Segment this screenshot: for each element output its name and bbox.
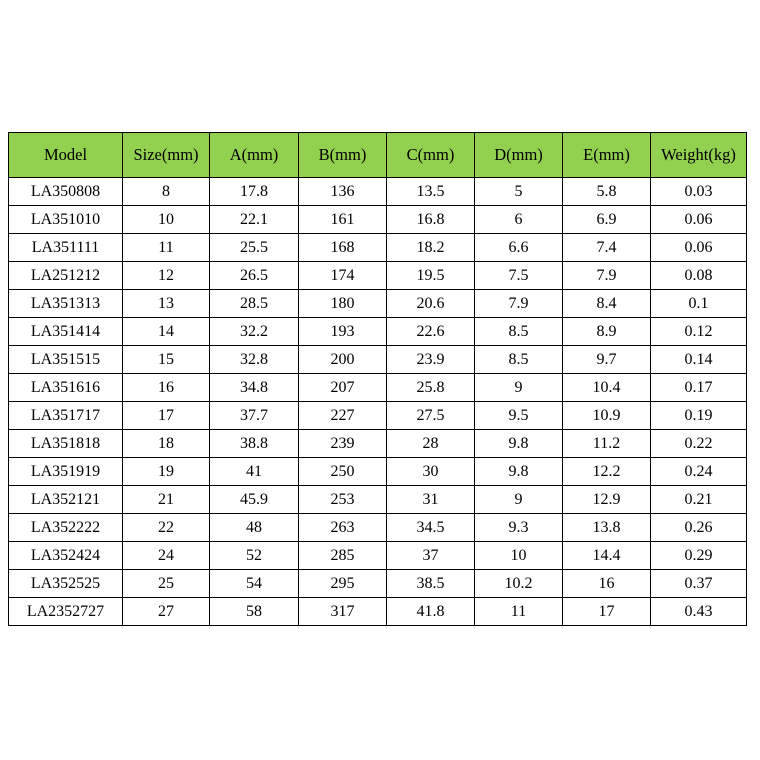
table-cell-c: 27.5 [387, 402, 475, 430]
table-cell-c: 38.5 [387, 570, 475, 598]
column-header-model: Model [9, 133, 123, 178]
table-cell-e: 16 [563, 570, 651, 598]
table-body [9, 178, 747, 626]
table-cell-b: 207 [299, 374, 387, 402]
table-cell-c: 22.6 [387, 318, 475, 346]
table-cell-model: LA352222 [9, 514, 123, 542]
table-row [9, 542, 747, 570]
table-cell-c: 18.2 [387, 234, 475, 262]
table-cell-d: 9.5 [475, 402, 563, 430]
table-row [9, 234, 747, 262]
table-cell-size: 19 [123, 458, 210, 486]
table-cell-a: 52 [210, 542, 299, 570]
table-row [9, 570, 747, 598]
table-cell-model: LA351515 [9, 346, 123, 374]
column-header-size: Size(mm) [123, 133, 210, 178]
column-header-e: E(mm) [563, 133, 651, 178]
table-cell-b: 285 [299, 542, 387, 570]
table-cell-size: 24 [123, 542, 210, 570]
table-cell-a: 22.1 [210, 206, 299, 234]
table-cell-e: 12.9 [563, 486, 651, 514]
table-row [9, 290, 747, 318]
table-cell-c: 23.9 [387, 346, 475, 374]
table-cell-model: LA351111 [9, 234, 123, 262]
table-cell-a: 26.5 [210, 262, 299, 290]
table-cell-b: 253 [299, 486, 387, 514]
table-cell-e: 10.4 [563, 374, 651, 402]
table-cell-b: 161 [299, 206, 387, 234]
table-cell-c: 31 [387, 486, 475, 514]
table-cell-weight: 0.26 [651, 514, 747, 542]
table-cell-weight: 0.17 [651, 374, 747, 402]
table-cell-b: 193 [299, 318, 387, 346]
table-cell-c: 20.6 [387, 290, 475, 318]
table-row [9, 374, 747, 402]
table-cell-d: 9 [475, 486, 563, 514]
table-cell-e: 8.4 [563, 290, 651, 318]
table-cell-d: 7.9 [475, 290, 563, 318]
table-cell-weight: 0.1 [651, 290, 747, 318]
header-row [9, 133, 747, 178]
table-cell-e: 12.2 [563, 458, 651, 486]
table-cell-a: 37.7 [210, 402, 299, 430]
table-cell-a: 28.5 [210, 290, 299, 318]
column-header-d: D(mm) [475, 133, 563, 178]
table-cell-b: 250 [299, 458, 387, 486]
table-cell-e: 17 [563, 598, 651, 626]
table-cell-model: LA351919 [9, 458, 123, 486]
table-cell-weight: 0.08 [651, 262, 747, 290]
table-cell-model: LA351010 [9, 206, 123, 234]
table-cell-size: 15 [123, 346, 210, 374]
table-cell-a: 34.8 [210, 374, 299, 402]
table-cell-e: 10.9 [563, 402, 651, 430]
table-row [9, 486, 747, 514]
column-header-c: C(mm) [387, 133, 475, 178]
table-cell-d: 10 [475, 542, 563, 570]
table-cell-d: 11 [475, 598, 563, 626]
table-cell-weight: 0.37 [651, 570, 747, 598]
table-cell-a: 41 [210, 458, 299, 486]
table-cell-size: 18 [123, 430, 210, 458]
table-cell-b: 136 [299, 178, 387, 206]
table-cell-model: LA351616 [9, 374, 123, 402]
table-cell-weight: 0.14 [651, 346, 747, 374]
table-cell-weight: 0.03 [651, 178, 747, 206]
table-cell-b: 263 [299, 514, 387, 542]
table-cell-c: 16.8 [387, 206, 475, 234]
table-cell-a: 58 [210, 598, 299, 626]
table-cell-size: 22 [123, 514, 210, 542]
table-cell-size: 25 [123, 570, 210, 598]
table-cell-e: 8.9 [563, 318, 651, 346]
table-row [9, 206, 747, 234]
table-cell-size: 14 [123, 318, 210, 346]
table-cell-size: 13 [123, 290, 210, 318]
table-cell-model: LA351818 [9, 430, 123, 458]
table-cell-model: LA251212 [9, 262, 123, 290]
table-cell-size: 12 [123, 262, 210, 290]
table-cell-a: 32.8 [210, 346, 299, 374]
table-header [9, 133, 747, 178]
table-cell-size: 8 [123, 178, 210, 206]
table-cell-a: 32.2 [210, 318, 299, 346]
table-cell-model: LA352424 [9, 542, 123, 570]
table-cell-e: 7.4 [563, 234, 651, 262]
spec-table [8, 132, 747, 626]
table-row [9, 178, 747, 206]
table-cell-weight: 0.22 [651, 430, 747, 458]
table-cell-c: 41.8 [387, 598, 475, 626]
table-cell-c: 34.5 [387, 514, 475, 542]
table-cell-c: 37 [387, 542, 475, 570]
table-cell-c: 28 [387, 430, 475, 458]
table-cell-a: 25.5 [210, 234, 299, 262]
table-row [9, 514, 747, 542]
table-cell-e: 5.8 [563, 178, 651, 206]
table-cell-b: 239 [299, 430, 387, 458]
table-cell-model: LA351414 [9, 318, 123, 346]
table-cell-model: LA351717 [9, 402, 123, 430]
table-cell-model: LA352525 [9, 570, 123, 598]
table-cell-model: LA2352727 [9, 598, 123, 626]
table-cell-size: 10 [123, 206, 210, 234]
column-header-b: B(mm) [299, 133, 387, 178]
table-cell-d: 9.8 [475, 430, 563, 458]
table-cell-d: 9.3 [475, 514, 563, 542]
table-cell-model: LA352121 [9, 486, 123, 514]
table-cell-d: 8.5 [475, 346, 563, 374]
table-row [9, 402, 747, 430]
table-cell-b: 168 [299, 234, 387, 262]
table-cell-a: 45.9 [210, 486, 299, 514]
table-cell-b: 180 [299, 290, 387, 318]
table-row [9, 598, 747, 626]
table-cell-c: 13.5 [387, 178, 475, 206]
table-cell-a: 54 [210, 570, 299, 598]
table-cell-c: 19.5 [387, 262, 475, 290]
table-cell-b: 295 [299, 570, 387, 598]
table-cell-b: 227 [299, 402, 387, 430]
table-cell-e: 13.8 [563, 514, 651, 542]
table-cell-e: 9.7 [563, 346, 651, 374]
table-row [9, 262, 747, 290]
table-cell-weight: 0.24 [651, 458, 747, 486]
table-cell-c: 25.8 [387, 374, 475, 402]
table-cell-model: LA351313 [9, 290, 123, 318]
table-cell-weight: 0.06 [651, 234, 747, 262]
table-cell-a: 48 [210, 514, 299, 542]
table-cell-d: 5 [475, 178, 563, 206]
table-cell-a: 17.8 [210, 178, 299, 206]
table-cell-d: 6.6 [475, 234, 563, 262]
table-cell-weight: 0.06 [651, 206, 747, 234]
table-cell-size: 27 [123, 598, 210, 626]
table-cell-e: 11.2 [563, 430, 651, 458]
table-cell-e: 7.9 [563, 262, 651, 290]
table-cell-d: 9 [475, 374, 563, 402]
table-cell-b: 200 [299, 346, 387, 374]
table-cell-d: 6 [475, 206, 563, 234]
table-cell-size: 17 [123, 402, 210, 430]
column-header-weight: Weight(kg) [651, 133, 747, 178]
table-cell-weight: 0.29 [651, 542, 747, 570]
table-cell-e: 6.9 [563, 206, 651, 234]
table-cell-size: 11 [123, 234, 210, 262]
table-cell-size: 16 [123, 374, 210, 402]
table-row [9, 458, 747, 486]
table-row [9, 346, 747, 374]
table-cell-c: 30 [387, 458, 475, 486]
table-cell-weight: 0.21 [651, 486, 747, 514]
table-cell-b: 174 [299, 262, 387, 290]
table-cell-d: 7.5 [475, 262, 563, 290]
table-cell-weight: 0.12 [651, 318, 747, 346]
table-cell-d: 9.8 [475, 458, 563, 486]
table-cell-a: 38.8 [210, 430, 299, 458]
table-cell-model: LA350808 [9, 178, 123, 206]
table-cell-weight: 0.19 [651, 402, 747, 430]
column-header-a: A(mm) [210, 133, 299, 178]
table-cell-b: 317 [299, 598, 387, 626]
table-cell-weight: 0.43 [651, 598, 747, 626]
table-cell-d: 10.2 [475, 570, 563, 598]
table-row [9, 430, 747, 458]
table-cell-size: 21 [123, 486, 210, 514]
table-cell-e: 14.4 [563, 542, 651, 570]
table-row [9, 318, 747, 346]
table-cell-d: 8.5 [475, 318, 563, 346]
